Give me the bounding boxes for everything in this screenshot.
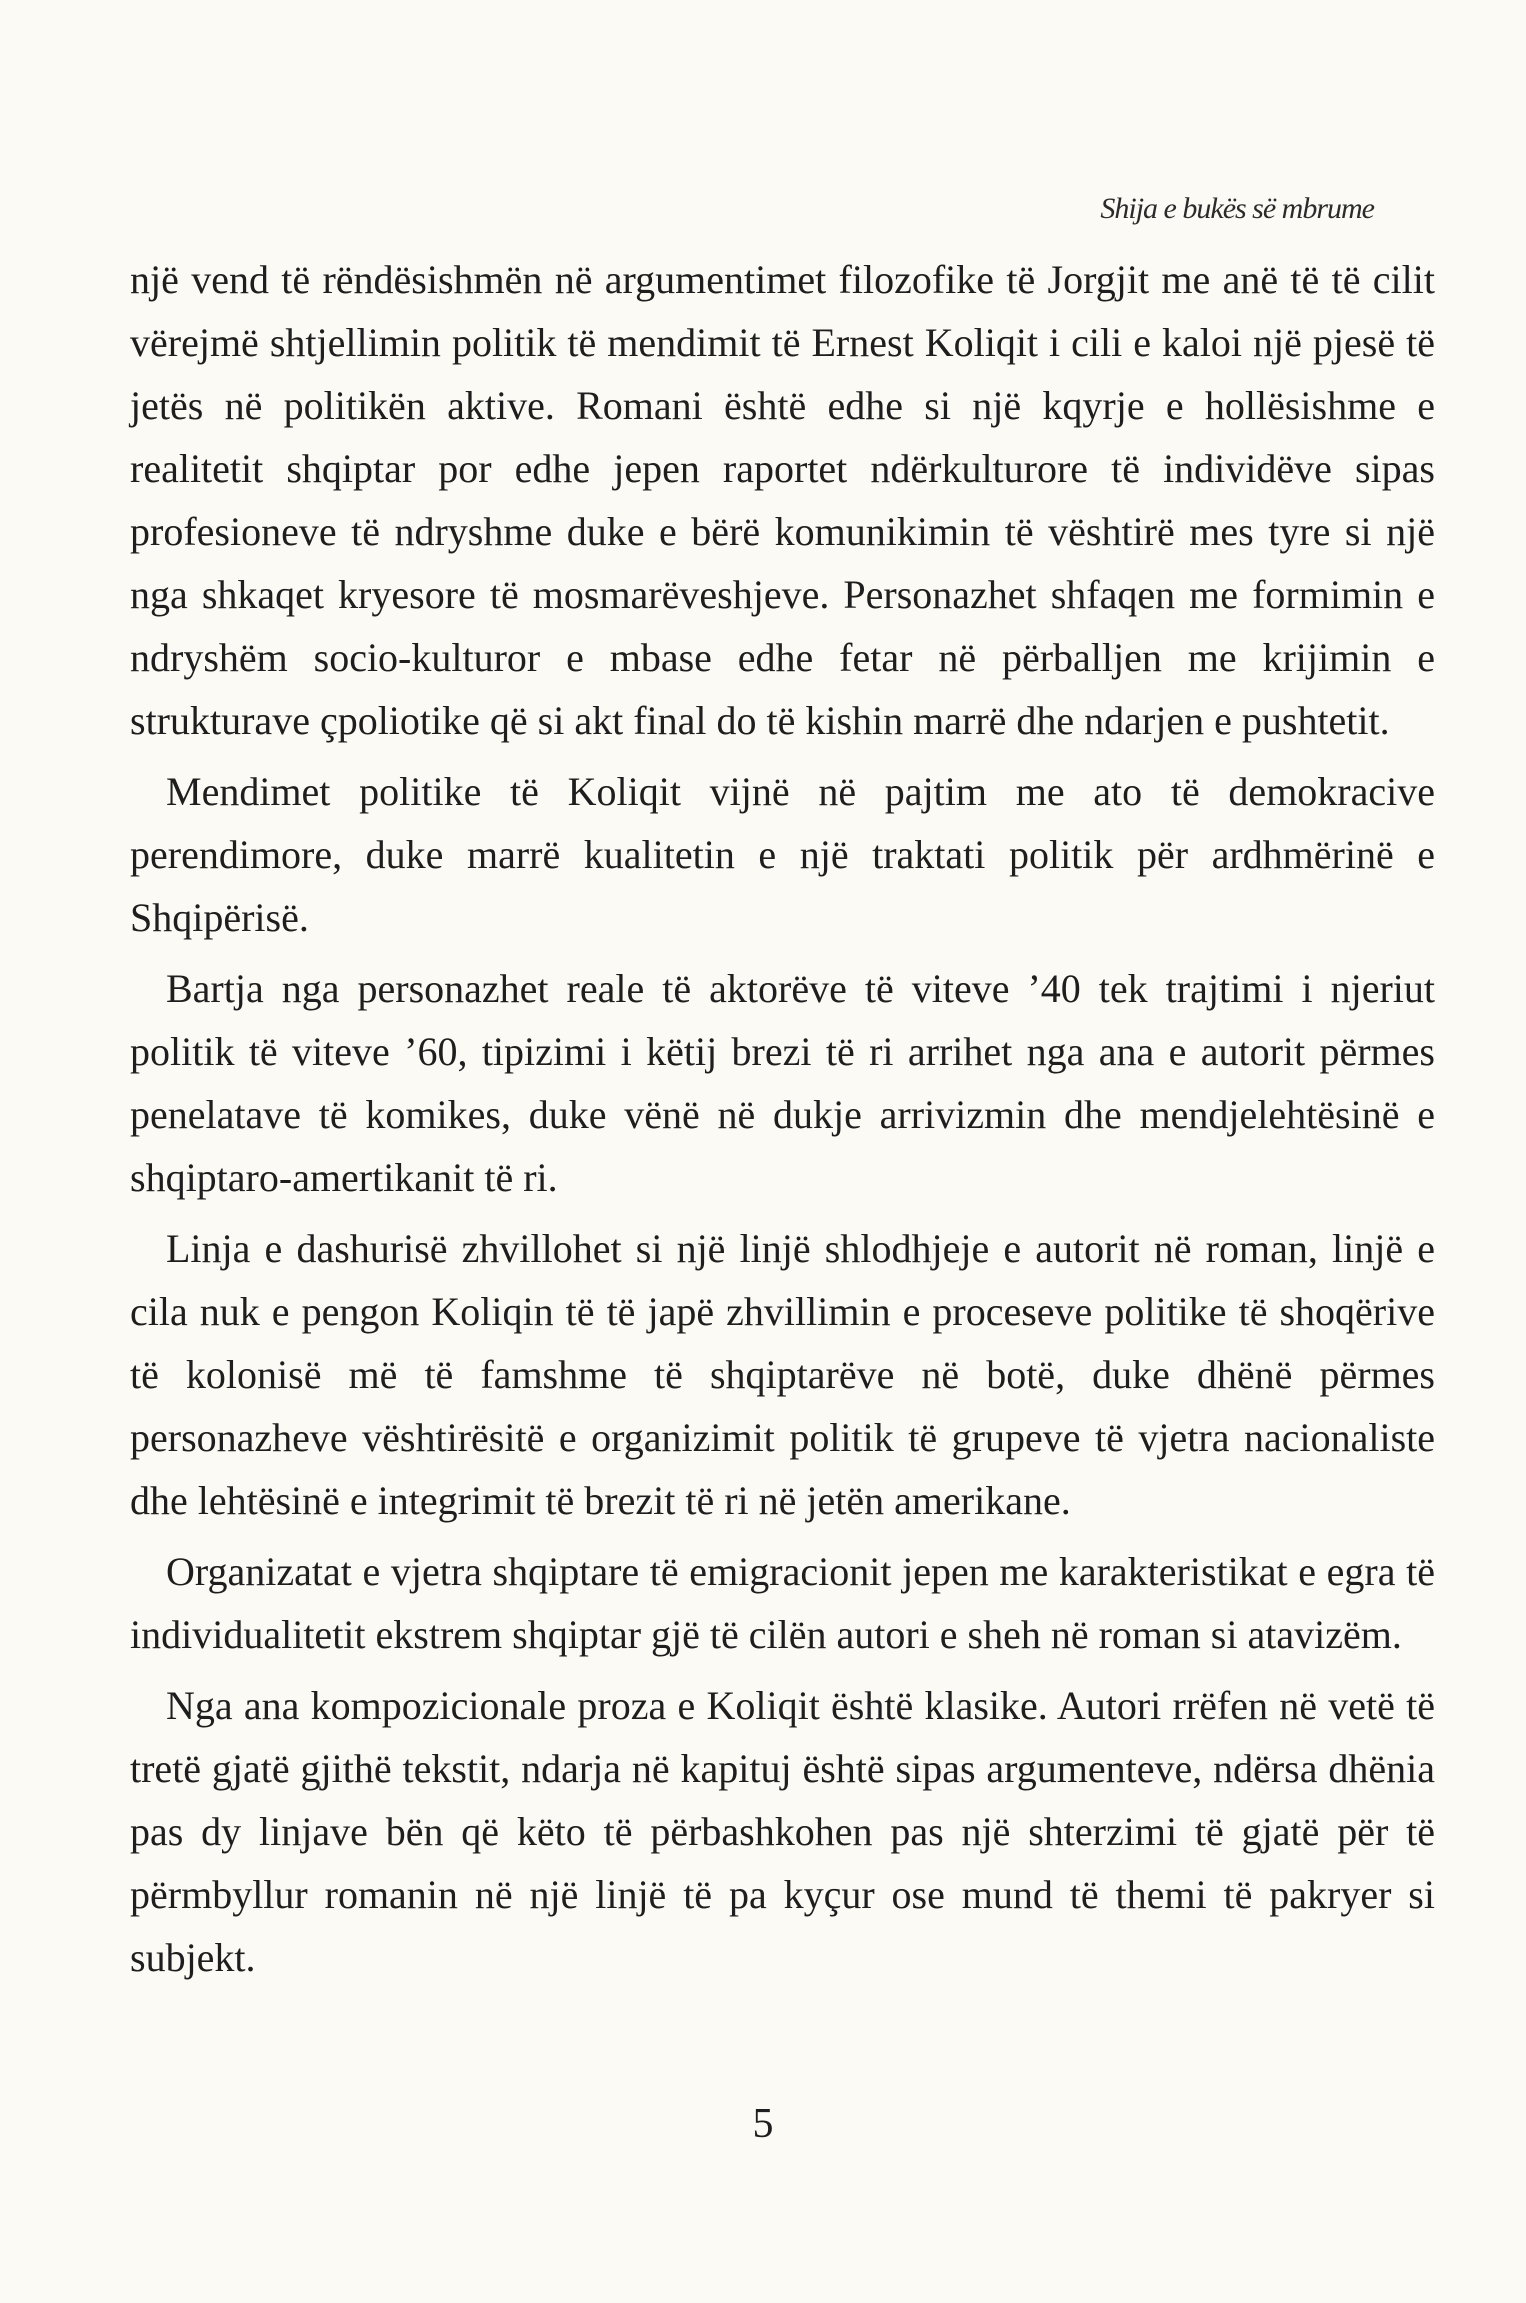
paragraph: Nga ana kompozicionale proza e Koliqit është klasike. Autori rrëfen në vetë të tretë gjatë gjithë tekstit, ndarja në kapituj është sipas argumenteve, ndërsa dhënia pas dy linjave bën që këto të përbashkohen pas një shterzimi të gjatë për të përmbyllur romanin në një linjë të pa kyçur ose mund të themi të pakryer si subjekt. <box>130 1683 1435 1980</box>
page-number: 5 <box>752 2101 774 2147</box>
running-header: Shija e bukës së mbrume <box>1100 192 1374 225</box>
paragraph: Mendimet politike të Koliqit vijnë në pajtim me ato të demokracive perendimore, duke marrë kualitetin e një traktati politik për ardhmërinë e Shqipërisë. <box>130 769 1435 940</box>
paragraph-continuation: një vend të rëndësishmën në argumentimet filozofike të Jorgjit me anë të të cilit vërejmë shtjellimin politik të mendimit të Ernest Koliqit i cili e kaloi një pjesë të jetës në politikën aktive. Romani është edhe si një kqyrje e hollësishme e realitetit shqiptar por edhe jepen raportet ndërkulturore të individëve sipas profesioneve të ndryshme duke e bërë komunikimin të vështirë mes tyre si një nga shkaqet kryesore të mosmarëveshjeve. Personazhet shfaqen me formimin e ndryshëm socio-kulturor e mbase edhe fetar në përballjen me krijimin e strukturave çpoliotike që si akt final do të kishin marrë dhe ndarjen e pushtetit. <box>130 257 1435 743</box>
paragraph: Linja e dashurisë zhvillohet si një linjë shlodhjeje e autorit në roman, linjë e cila nuk e pengon Koliqin të të japë zhvillimin e proceseve politike të shoqërive të kolonisë më të famshme të shqiptarëve në botë, duke dhënë përmes personazheve vështirësitë e organizimit politik të grupeve të vjetra nacionaliste dhe lehtësinë e integrimit të brezit të ri në jetën amerikane. <box>130 1226 1435 1523</box>
paragraph: Bartja nga personazhet reale të aktorëve të viteve ’40 tek trajtimi i njeriut politik të viteve ’60, tipizimi i këtij brezi të ri arrihet nga ana e autorit përmes penelatave të komikes, duke vënë në dukje arrivizmin dhe mendjelehtësinë e shqiptaro-amertikanit të ri. <box>130 966 1435 1200</box>
body-text <box>130 248 1435 1997</box>
paragraph: Organizatat e vjetra shqiptare të emigracionit jepen me karakteristikat e egra të individualitetit ekstrem shqiptar gjë të cilën autori e sheh në roman si atavizëm. <box>130 1549 1435 1657</box>
